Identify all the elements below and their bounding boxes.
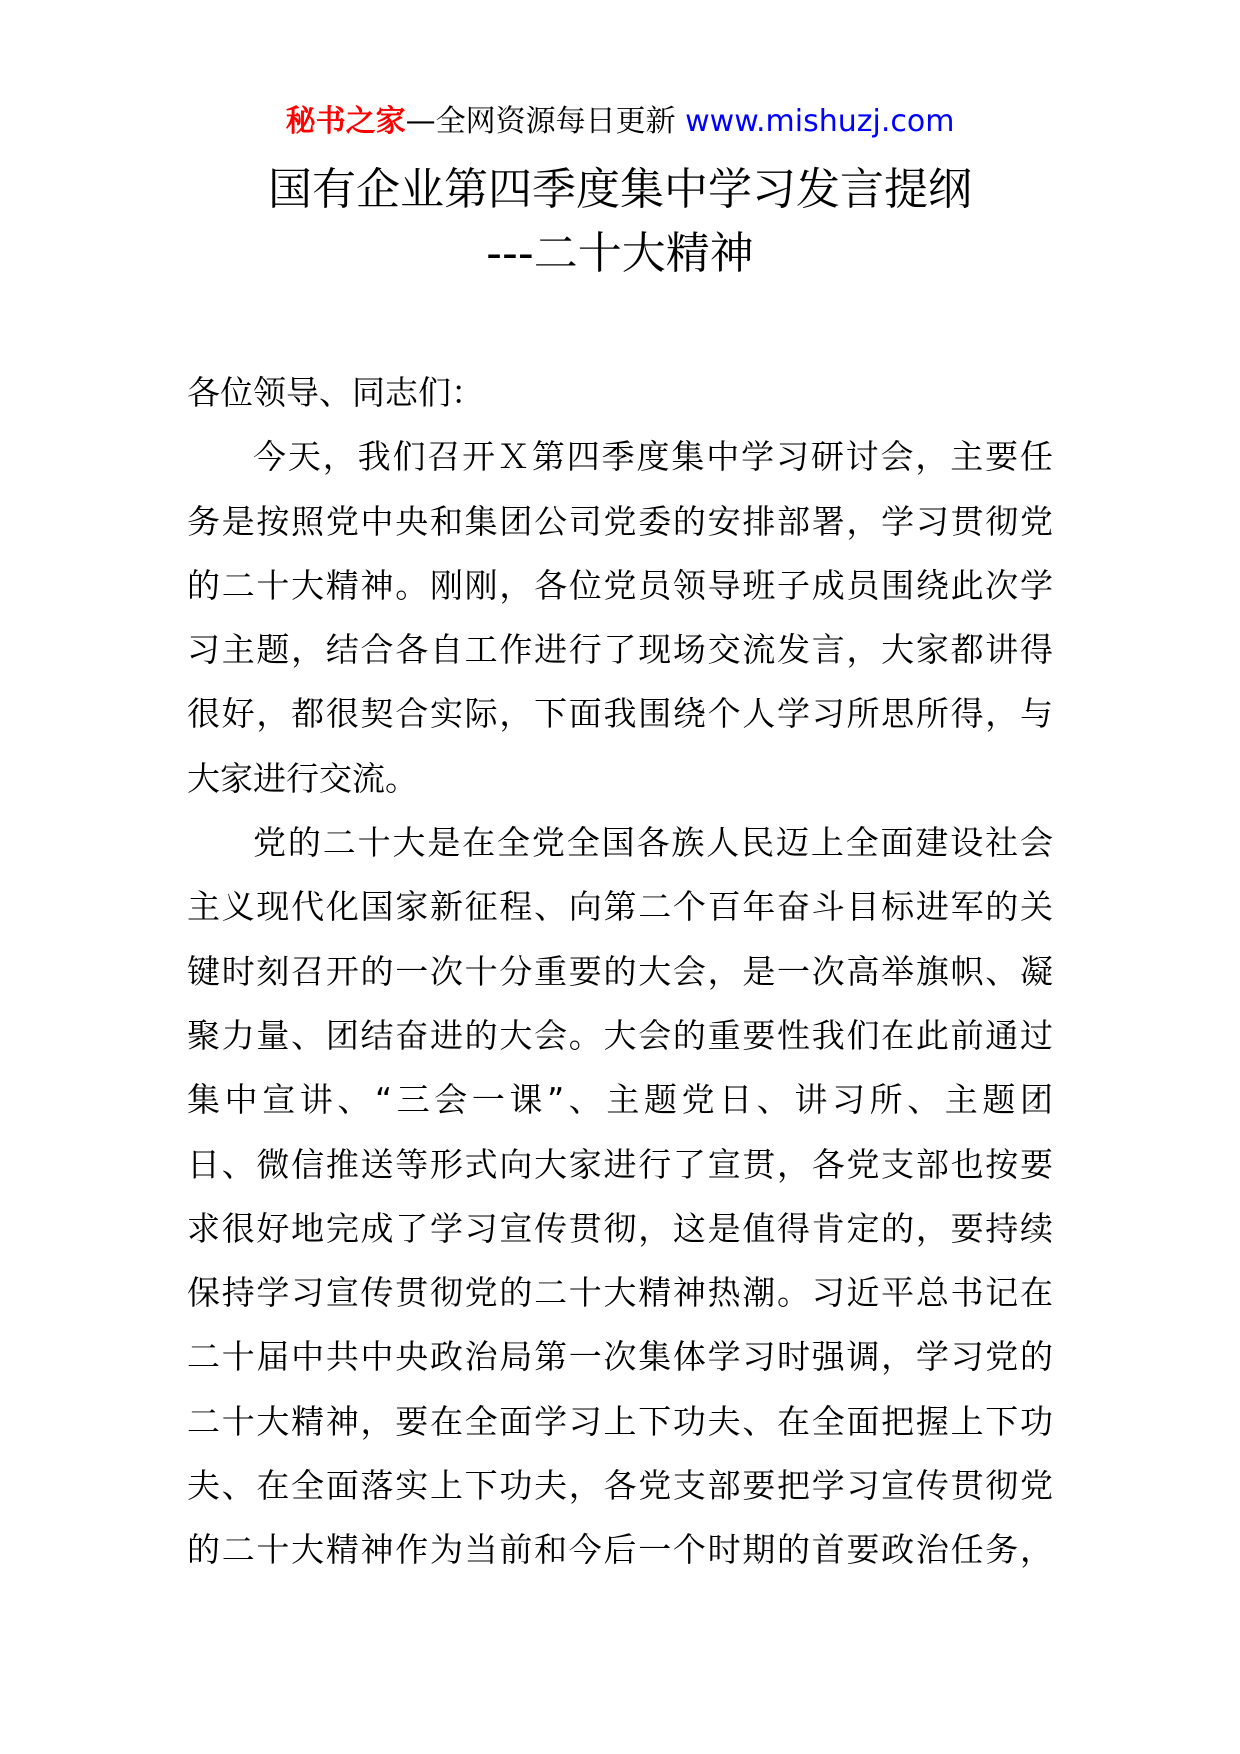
- paragraph-1-line: 很好，都很契合实际，下面我围绕个人学习所思所得，与: [187, 694, 1053, 734]
- paragraph-2-line: 党的二十大是在全党全国各族人民迈上全面建设社会: [253, 823, 1053, 863]
- site-header: [0, 100, 1240, 144]
- site-slogan: —全网资源每日更新: [405, 104, 686, 139]
- paragraph-2-line: 二十大精神，要在全面学习上下功夫、在全面把握上下功: [187, 1401, 1053, 1441]
- document-body: [187, 361, 1053, 1583]
- document-title: 国有企业第四季度集中学习发言提纲: [268, 164, 972, 215]
- site-url-link[interactable]: www.mishuzj.com: [685, 104, 955, 139]
- paragraph-2-line: 夫、在全面落实上下功夫，各党支部要把学习宣传贯彻党: [187, 1466, 1053, 1506]
- paragraph-2-line: 主义现代化国家新征程、向第二个百年奋斗目标进军的关: [187, 887, 1053, 927]
- brand-name: 秘书之家: [285, 104, 406, 139]
- document-subtitle: ---二十大精神: [486, 228, 754, 279]
- paragraph-1-line: 务是按照党中央和集团公司党委的安排部署，学习贯彻党: [187, 501, 1053, 541]
- salutation: 各位领导、同志们：: [187, 373, 484, 412]
- paragraph-2-line: 的二十大精神作为当前和今后一个时期的首要政治任务，: [187, 1530, 1053, 1570]
- paragraph-2-line: 集中宣讲、“三会一课”、主题党日、讲习所、主题团: [187, 1080, 1053, 1120]
- paragraph-2-line: 键时刻召开的一次十分重要的大会，是一次高举旗帜、凝: [187, 951, 1053, 991]
- paragraph-2-line: 日、微信推送等形式向大家进行了宣贯，各党支部也按要: [187, 1144, 1053, 1184]
- paragraph-2-line: 二十届中共中央政治局第一次集体学习时强调，学习党的: [187, 1337, 1053, 1377]
- paragraph-1-line: 今天，我们召开Ｘ第四季度集中学习研讨会，主要任: [253, 437, 1053, 477]
- paragraph-2-line: 求很好地完成了学习宣传贯彻，这是值得肯定的，要持续: [187, 1208, 1053, 1248]
- paragraph-1-line: 大家进行交流。: [187, 758, 418, 798]
- paragraph-1-line: 习主题，结合各自工作进行了现场交流发言，大家都讲得: [187, 630, 1053, 670]
- paragraph-1-line: 的二十大精神。刚刚，各位党员领导班子成员围绕此次学: [187, 565, 1053, 605]
- paragraph-2-line: 保持学习宣传贯彻党的二十大精神热潮。习近平总书记在: [187, 1273, 1053, 1313]
- paragraph-2-line: 聚力量、团结奋进的大会。大会的重要性我们在此前通过: [187, 1015, 1053, 1055]
